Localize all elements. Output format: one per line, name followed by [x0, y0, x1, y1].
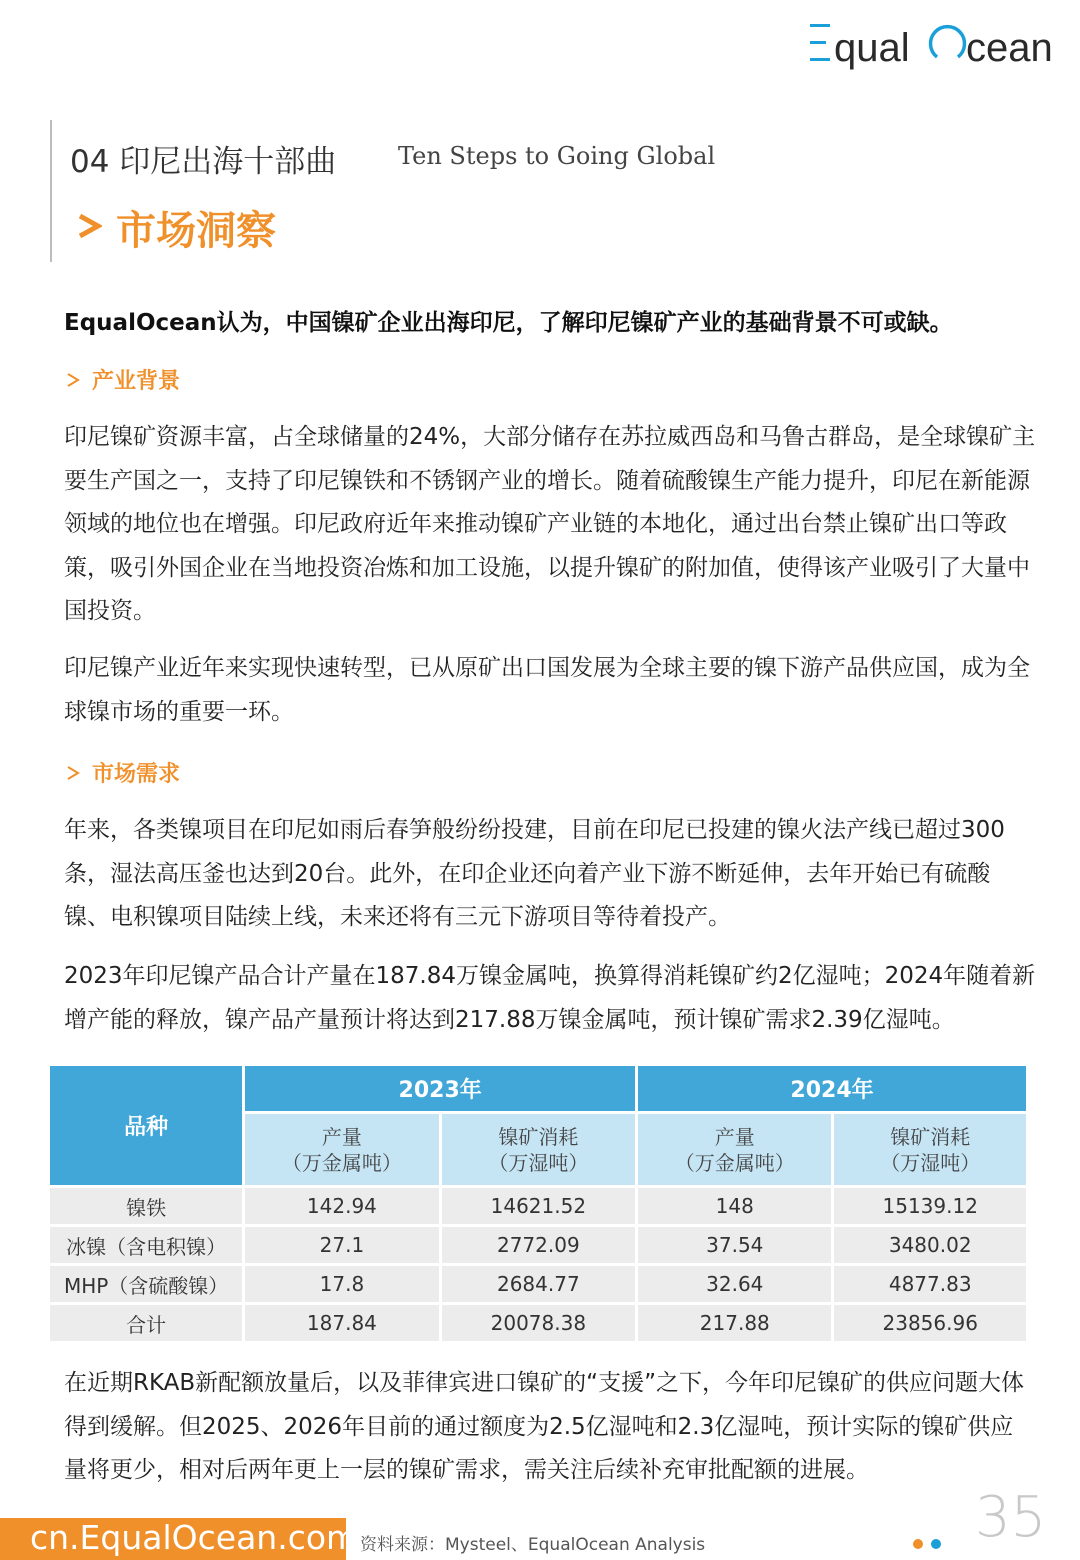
cell-consumption-2023: 14621.52: [440, 1187, 637, 1226]
chapter-title: 04 印尼出海十部曲: [70, 144, 337, 180]
chevron-right-icon: [66, 373, 80, 387]
header-output-2024: 产量 （万金属吨）: [637, 1113, 833, 1187]
cell-output-2024: 148: [637, 1187, 833, 1226]
header-year-2023: 2023年: [244, 1065, 637, 1113]
cell-consumption-2024: 4877.83: [833, 1265, 1028, 1304]
svg-text:qual: qual: [834, 26, 910, 70]
chevron-right-icon: [66, 766, 80, 780]
page-number: 35: [975, 1485, 1047, 1550]
cell-name: 镍铁: [49, 1187, 244, 1226]
cell-consumption-2024: 15139.12: [833, 1187, 1028, 1226]
section-title: 市场需求: [92, 762, 181, 787]
chevron-right-icon: [76, 213, 102, 239]
chapter-subtitle-en: Ten Steps to Going Global: [398, 142, 716, 170]
header-output-2023: 产量 （万金属吨）: [244, 1113, 440, 1187]
table-row-total: [49, 1304, 1028, 1343]
cell-name: 合计: [49, 1304, 244, 1343]
cell-name: 冰镍（含电积镍）: [49, 1226, 244, 1265]
cell-output-2023: 142.94: [244, 1187, 440, 1226]
cell-consumption-2024: 23856.96: [833, 1304, 1028, 1343]
cell-output-2023: 187.84: [244, 1304, 440, 1343]
decorative-dots-icon: [912, 1537, 944, 1551]
paragraph: 2023年印尼镍产品合计产量在187.84万镍金属吨，换算得消耗镍矿约2亿湿吨；2024年随着新增产能的释放，镍产品产量预计将达到217.88万镍金属吨，预计镍矿需求2.39亿湿吨。: [64, 963, 1036, 1033]
page-heading: 市场洞察: [116, 208, 276, 254]
table-row: [49, 1226, 1028, 1265]
cell-consumption-2023: 2684.77: [440, 1265, 637, 1304]
cell-consumption-2023: 2772.09: [440, 1226, 637, 1265]
header-consumption-2024: 镍矿消耗 （万湿吨）: [833, 1113, 1028, 1187]
cell-output-2024: 32.64: [637, 1265, 833, 1304]
cell-output-2024: 217.88: [637, 1304, 833, 1343]
cell-name: MHP（含硫酸镍）: [49, 1265, 244, 1304]
nickel-output-table: [47, 1063, 1029, 1344]
section-divider: [50, 120, 52, 262]
header-year-2024: 2024年: [637, 1065, 1028, 1113]
cell-consumption-2023: 20078.38: [440, 1304, 637, 1343]
table-row: [49, 1265, 1028, 1304]
header-variety: 品种: [49, 1065, 244, 1187]
section-title: 产业背景: [92, 369, 181, 394]
section-heading-industry: [66, 364, 180, 395]
paragraph: 印尼镍矿资源丰富，占全球储量的24%，大部分储存在苏拉威西岛和马鲁古群岛，是全球镍矿主要生产国之一，支持了印尼镍铁和不锈钢产业的增长。随着硫酸镍生产能力提升，印尼在新能源领域的地位也在增强。印尼政府近年来推动镍矿产业链的本地化，通过出台禁止镍矿出口等政策，吸引外国企业在当地投资冶炼和加工设施，以提升镍矿的附加值，使得该产业吸引了大量中国投资。: [64, 424, 1036, 624]
closing-paragraph: 在近期RKAB新配额放量后，以及菲律宾进口镍矿的“支援”之下，今年印尼镍矿的供应问题大体得到缓解。但2025、2026年目前的通过额度为2.5亿湿吨和2.3亿湿吨，预计实际的镍矿供应量将更少，相对后两年更上一层的镍矿需求，需关注后续补充审批配额的进展。: [64, 1370, 1025, 1483]
paragraph: 印尼镍产业近年来实现快速转型，已从原矿出口国发展为全球主要的镍下游产品供应国，成为全球镍市场的重要一环。: [64, 655, 1030, 725]
lead-statement: EqualOcean认为，中国镍矿企业出海印尼，了解印尼镍矿产业的基础背景不可或缺。: [64, 310, 953, 336]
cell-output-2023: 17.8: [244, 1265, 440, 1304]
paragraph: 年来，各类镍项目在印尼如雨后春笋般纷纷投建，目前在印尼已投建的镍火法产线已超过300条，湿法高压釜也达到20台。此外，在印企业还向着产业下游不断延伸，去年开始已有硫酸镍、电积镍项目陆续上线，未来还将有三元下游项目等待着投产。: [64, 817, 1005, 930]
cell-consumption-2024: 3480.02: [833, 1226, 1028, 1265]
section-heading-demand: [66, 757, 180, 788]
equalocean-logo: [806, 14, 1066, 74]
website-link[interactable]: cn.EqualOcean.com: [0, 1518, 346, 1560]
table-row: [49, 1187, 1028, 1226]
header-consumption-2023: 镍矿消耗 （万湿吨）: [440, 1113, 637, 1187]
source-note: 资料来源：Mysteel、EqualOcean Analysis: [360, 1535, 706, 1555]
svg-text:cean: cean: [966, 26, 1053, 70]
cell-output-2024: 37.54: [637, 1226, 833, 1265]
cell-output-2023: 27.1: [244, 1226, 440, 1265]
